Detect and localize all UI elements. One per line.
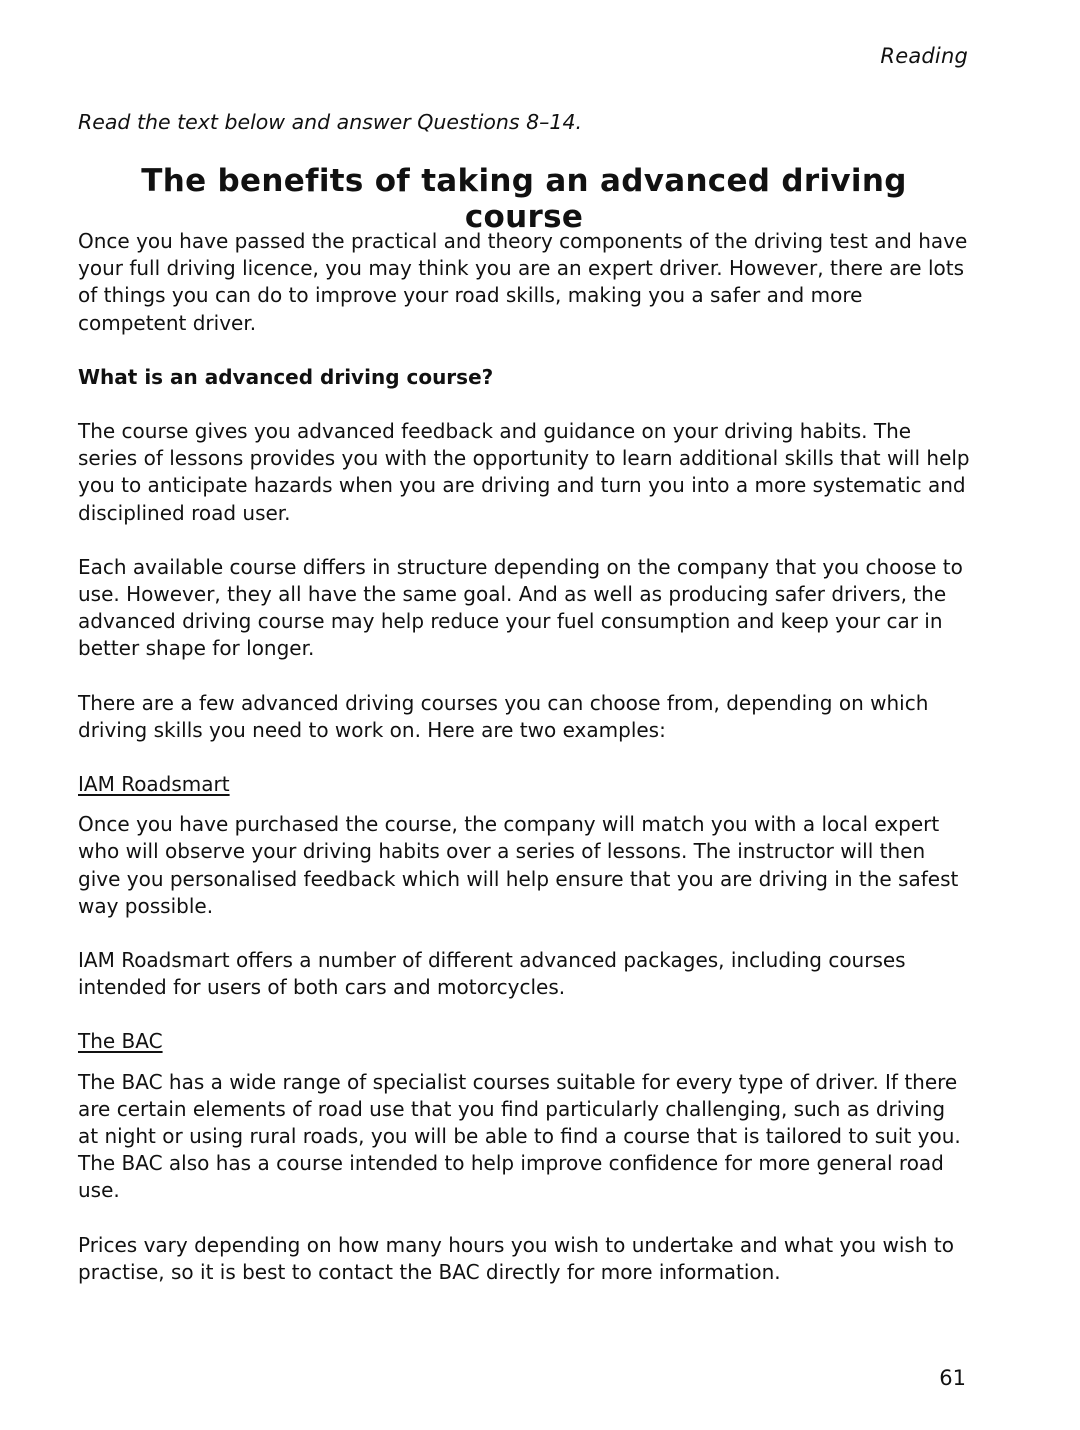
page-number: 61 — [939, 1366, 966, 1390]
running-header: Reading — [880, 44, 968, 68]
paragraph-bac-prices: Prices vary depending on how many hours you wish to undertake and what you wish to practise, so it is best to contact the BAC directly for more information. — [78, 1232, 954, 1284]
intro-paragraph: Once you have passed the practical and theory components of the driving test and have your full driving licence, you may think you are an expert driver. However, there are lots of things you can do to improve your road skills, making you a safer and more competent driver. — [78, 229, 968, 335]
paragraph-course-feedback: The course gives you advanced feedback and guidance on your driving habits. The series of lessons provides you with the opportunity to learn additional skills that will help you to anticipate hazards when you are driving and turn you into a more systematic and disciplined road user. — [78, 419, 970, 525]
article-body — [78, 228, 970, 1286]
paragraph-iam-packages: IAM Roadsmart offers a number of different advanced packages, including courses intended for users of both cars and motorcycles. — [78, 948, 906, 1000]
paragraph-course-options: There are a few advanced driving courses you can choose from, depending on which driving skills you need to work on. Here are two examples: — [78, 690, 929, 742]
instruction-text: Read the text below and answer Questions 8–14. — [78, 110, 583, 134]
subheading-the-bac: The BAC — [78, 1029, 163, 1054]
subheading-iam-roadsmart: IAM Roadsmart — [78, 772, 230, 797]
section-heading-what-is: What is an advanced driving course? — [78, 364, 494, 389]
document-page — [78, 0, 970, 1430]
paragraph-course-structure: Each available course differs in structure depending on the company that you choose to use. However, they all have the same goal. And as well as producing safer drivers, the advanced driving course may help reduce your fuel consumption and keep your car in better shape for longer. — [78, 554, 963, 661]
paragraph-iam-matching: Once you have purchased the course, the company will match you with a local expert who will observe your driving habits over a series of lessons. The instructor will then give you personalised feedback which will help ensure that you are driving in the safest way possible. — [78, 812, 959, 918]
paragraph-bac-courses: The BAC has a wide range of specialist courses suitable for every type of driver. If there are certain elements of road use that you find particularly challenging, such as driving at night or using rural roads, you will be able to find a course that is tailored to suit you. The BAC also has a course intended to help improve confidence for more general road use. — [78, 1069, 961, 1203]
article-title: The benefits of taking an advanced driving course — [141, 163, 907, 235]
